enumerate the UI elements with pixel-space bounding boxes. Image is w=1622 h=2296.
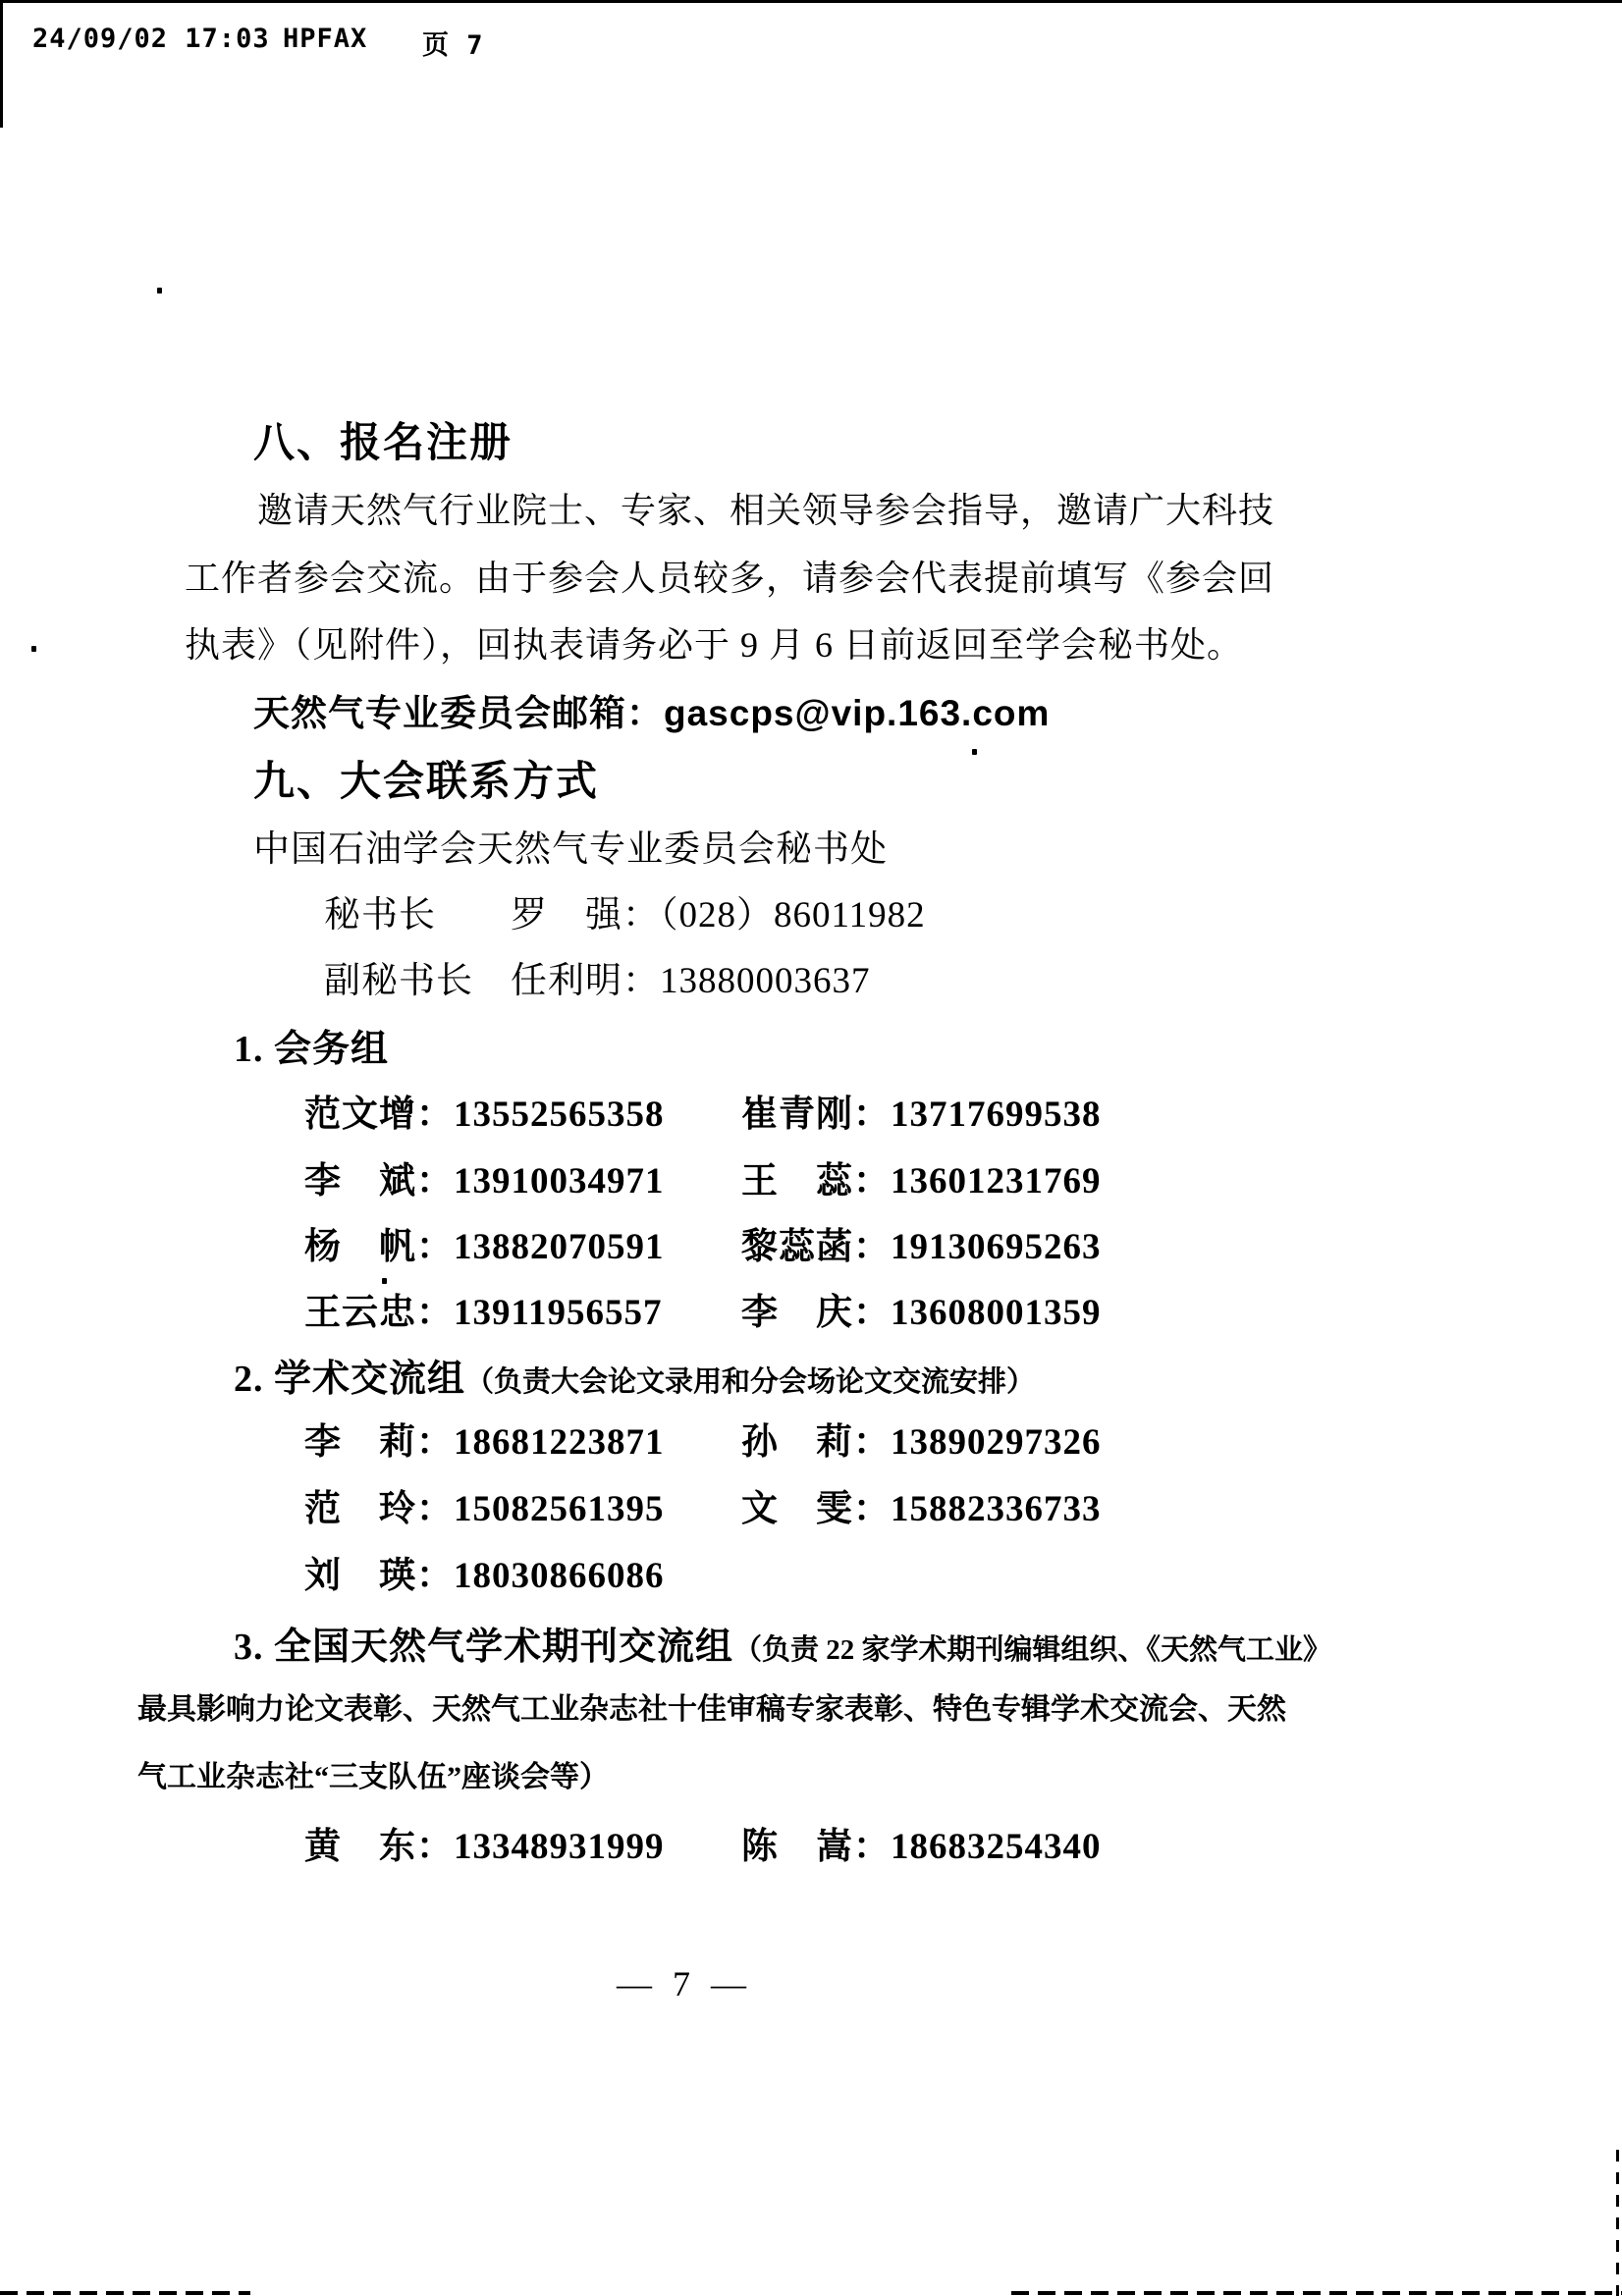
contact-entry: 李 斌：13910034971 [304,1161,665,1201]
scan-edge-right [1616,2150,1619,2296]
fax-device: HPFAX [283,24,368,54]
contact-row [304,1216,1286,1265]
contact-entry: 范 玲：15082561395 [304,1489,665,1529]
group3-note: （负责 22 家学术期刊编辑组织、《天然气工业》 [733,1634,1332,1666]
section9-heading: 九、大会联系方式 [253,758,600,804]
contact-entry: 黄 东：13348931999 [304,1827,665,1867]
contact-row [304,1150,1286,1200]
group3-note-continuation2: 气工业杂志社“三支队伍”座谈会等） [137,1761,609,1793]
contact-entry: 黎蕊菡：19130695263 [741,1227,1102,1267]
group2-title-line [234,1348,1035,1402]
contact-entry: 陈 嵩：18683254340 [741,1827,1102,1867]
scan-speck [972,749,977,755]
group2-note: （负责大会论文录用和分会场论文交流安排） [465,1366,1036,1398]
section8-paragraph-line1: 邀请天然气行业院士、专家、相关领导参会指导，邀请广大科技 [257,491,1275,530]
contact-entry: 范文增：13552565358 [304,1095,665,1135]
contact-row [304,1816,1286,1865]
contact-entry: 王 蕊：13601231769 [741,1161,1102,1201]
scan-edge-bottom-right [1011,2291,1622,2295]
contact-entry: 刘 瑛：18030866086 [304,1556,665,1596]
contact-row [304,1412,1286,1461]
contact-entry: 王云忠：13911956557 [304,1293,663,1333]
group3-title-line [234,1616,1331,1670]
scan-edge-top [0,0,1622,3]
contact-row [304,1545,1286,1594]
group3-note-continuation1: 最具影响力论文表彰、天然气工业杂志社十佳审稿专家表彰、特色专辑学术交流会、天然 [137,1693,1286,1726]
scan-edge-left [0,0,3,128]
page-number: — 7 — [617,1964,752,2003]
deputy-secretary-line: 副秘书长 任利明：13880003637 [324,961,871,1001]
scan-speck [31,646,36,652]
contact-row [304,1282,1286,1331]
contact-entry: 孙 莉：13890297326 [741,1422,1102,1463]
committee-email: 天然气专业委员会邮箱：gascps@vip.163.com [253,693,1051,733]
scan-edge-bottom-left [0,2291,250,2295]
contact-entry: 文 雯：15882336733 [741,1489,1102,1529]
contact-entry: 李 庆：13608001359 [741,1293,1102,1333]
scan-speck [157,288,162,294]
secretary-general-line: 秘书长 罗 强：（028）86011982 [324,895,926,935]
contact-entry: 李 莉：18681223871 [304,1422,665,1463]
section8-heading: 八、报名注册 [253,419,514,465]
contact-row [304,1478,1286,1527]
section8-paragraph-line3: 执表》（见附件），回执表请务必于 9 月 6 日前返回至学会秘书处。 [185,625,1244,665]
fax-datetime: 24/09/02 17:03 [32,24,270,54]
secretariat-line: 中国石油学会天然气专业委员会秘书处 [253,829,888,870]
group1-title: 1. 会务组 [234,1029,390,1070]
contact-entry: 崔青刚：13717699538 [741,1095,1102,1135]
fax-page-label: 页 7 [422,30,484,61]
contact-entry: 杨 帆：13882070591 [304,1227,665,1267]
contact-row [304,1084,1286,1133]
section8-paragraph-line2: 工作者参会交流。由于参会人员较多，请参会代表提前填写《参会回 [185,559,1275,598]
group2-title: 2. 学术交流组 [234,1359,466,1400]
group3-title: 3. 全国天然气学术期刊交流组 [234,1627,734,1668]
